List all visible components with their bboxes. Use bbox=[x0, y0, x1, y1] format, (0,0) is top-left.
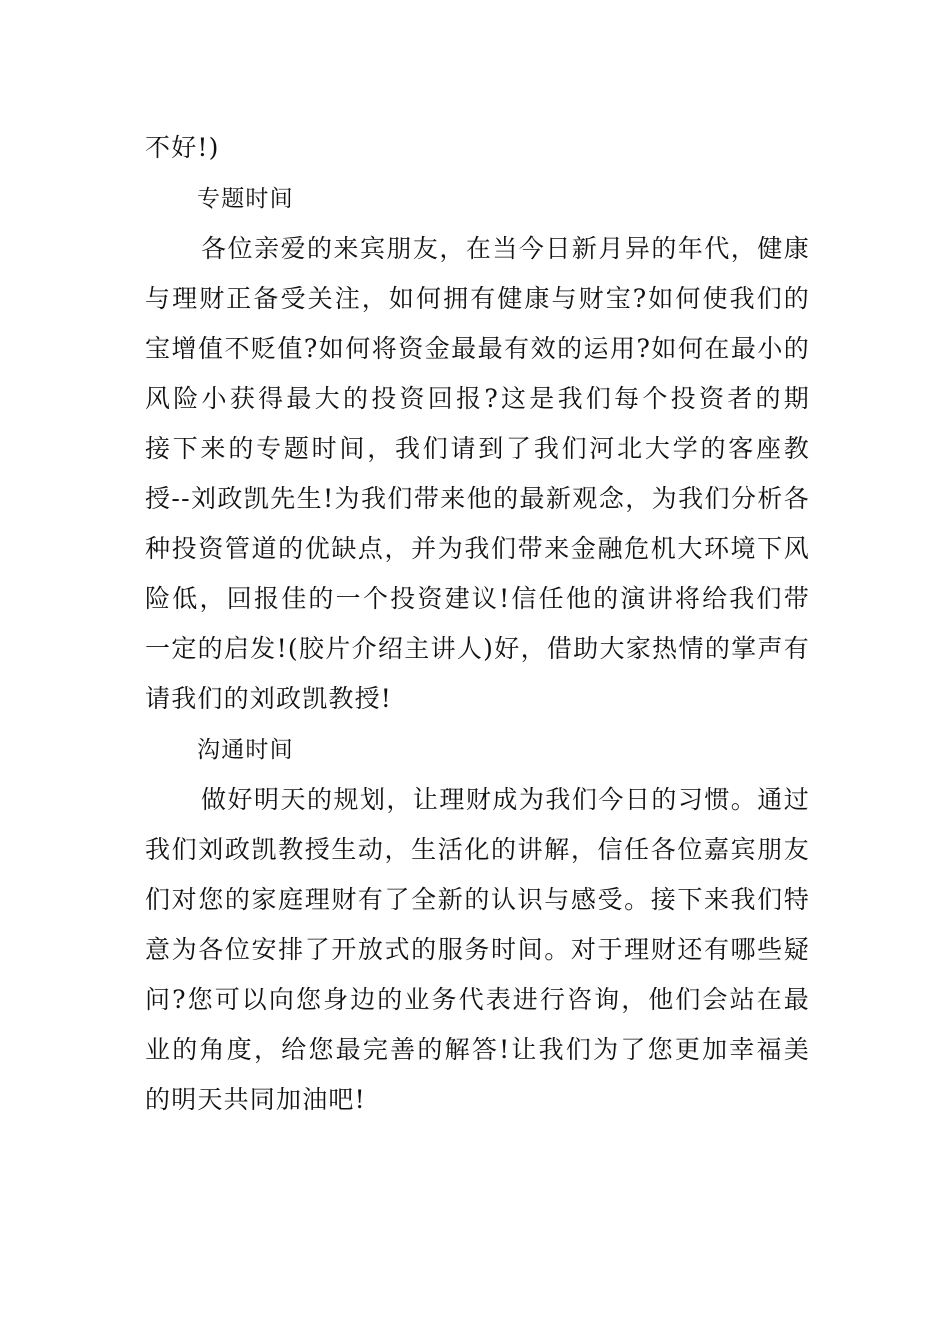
paragraph-tail-line: 的明天共同加油吧! bbox=[145, 1085, 366, 1114]
paragraph-line: 险低，回报佳的一个投资建议!信任他的演讲将给我们带 bbox=[145, 584, 810, 613]
paragraph-line: 接下来的专题时间，我们请到了我们河北大学的客座教 bbox=[145, 434, 810, 463]
paragraph-line: 授--刘政凯先生!为我们带来他的最新观念，为我们分析各 bbox=[145, 484, 810, 513]
paragraph-line: 我们刘政凯教授生动，生活化的讲解，信任各位嘉宾朋友 bbox=[145, 835, 810, 864]
paragraph-line: 与理财正备受关注，如何拥有健康与财宝?如何使我们的 bbox=[145, 284, 810, 313]
paragraph-line: 意为各位安排了开放式的服务时间。对于理财还有哪些疑 bbox=[145, 935, 810, 964]
paragraph-line: 们对您的家庭理财有了全新的认识与感受。接下来我们特 bbox=[145, 885, 810, 914]
paragraph-tail-line: 请我们的刘政凯教授! bbox=[145, 684, 393, 713]
paragraph-line: 风险小获得最大的投资回报?这是我们每个投资者的期 bbox=[145, 384, 810, 413]
paragraph-line: 宝增值不贬值?如何将资金最最有效的运用?如何在最小的 bbox=[145, 334, 810, 363]
paragraph-tail-line: 不好!) bbox=[145, 133, 220, 162]
paragraph-line: 一定的启发!(胶片介绍主讲人)好，借助大家热情的掌声有 bbox=[145, 634, 810, 663]
paragraph-line: 业的角度，给您最完善的解答!让我们为了您更加幸福美 bbox=[145, 1035, 810, 1064]
section-heading-zhuanti: 专题时间 bbox=[197, 186, 294, 212]
paragraph-line: 问?您可以向您身边的业务代表进行咨询，他们会站在最 bbox=[145, 985, 810, 1014]
paragraph-first-line: 各位亲爱的来宾朋友，在当今日新月异的年代，健康 bbox=[201, 234, 810, 263]
paragraph-first-line: 做好明天的规划，让理财成为我们今日的习惯。通过 bbox=[201, 785, 810, 814]
paragraph-line: 种投资管道的优缺点，并为我们带来金融危机大环境下风 bbox=[145, 534, 810, 563]
section-heading-goutong: 沟通时间 bbox=[197, 737, 294, 763]
